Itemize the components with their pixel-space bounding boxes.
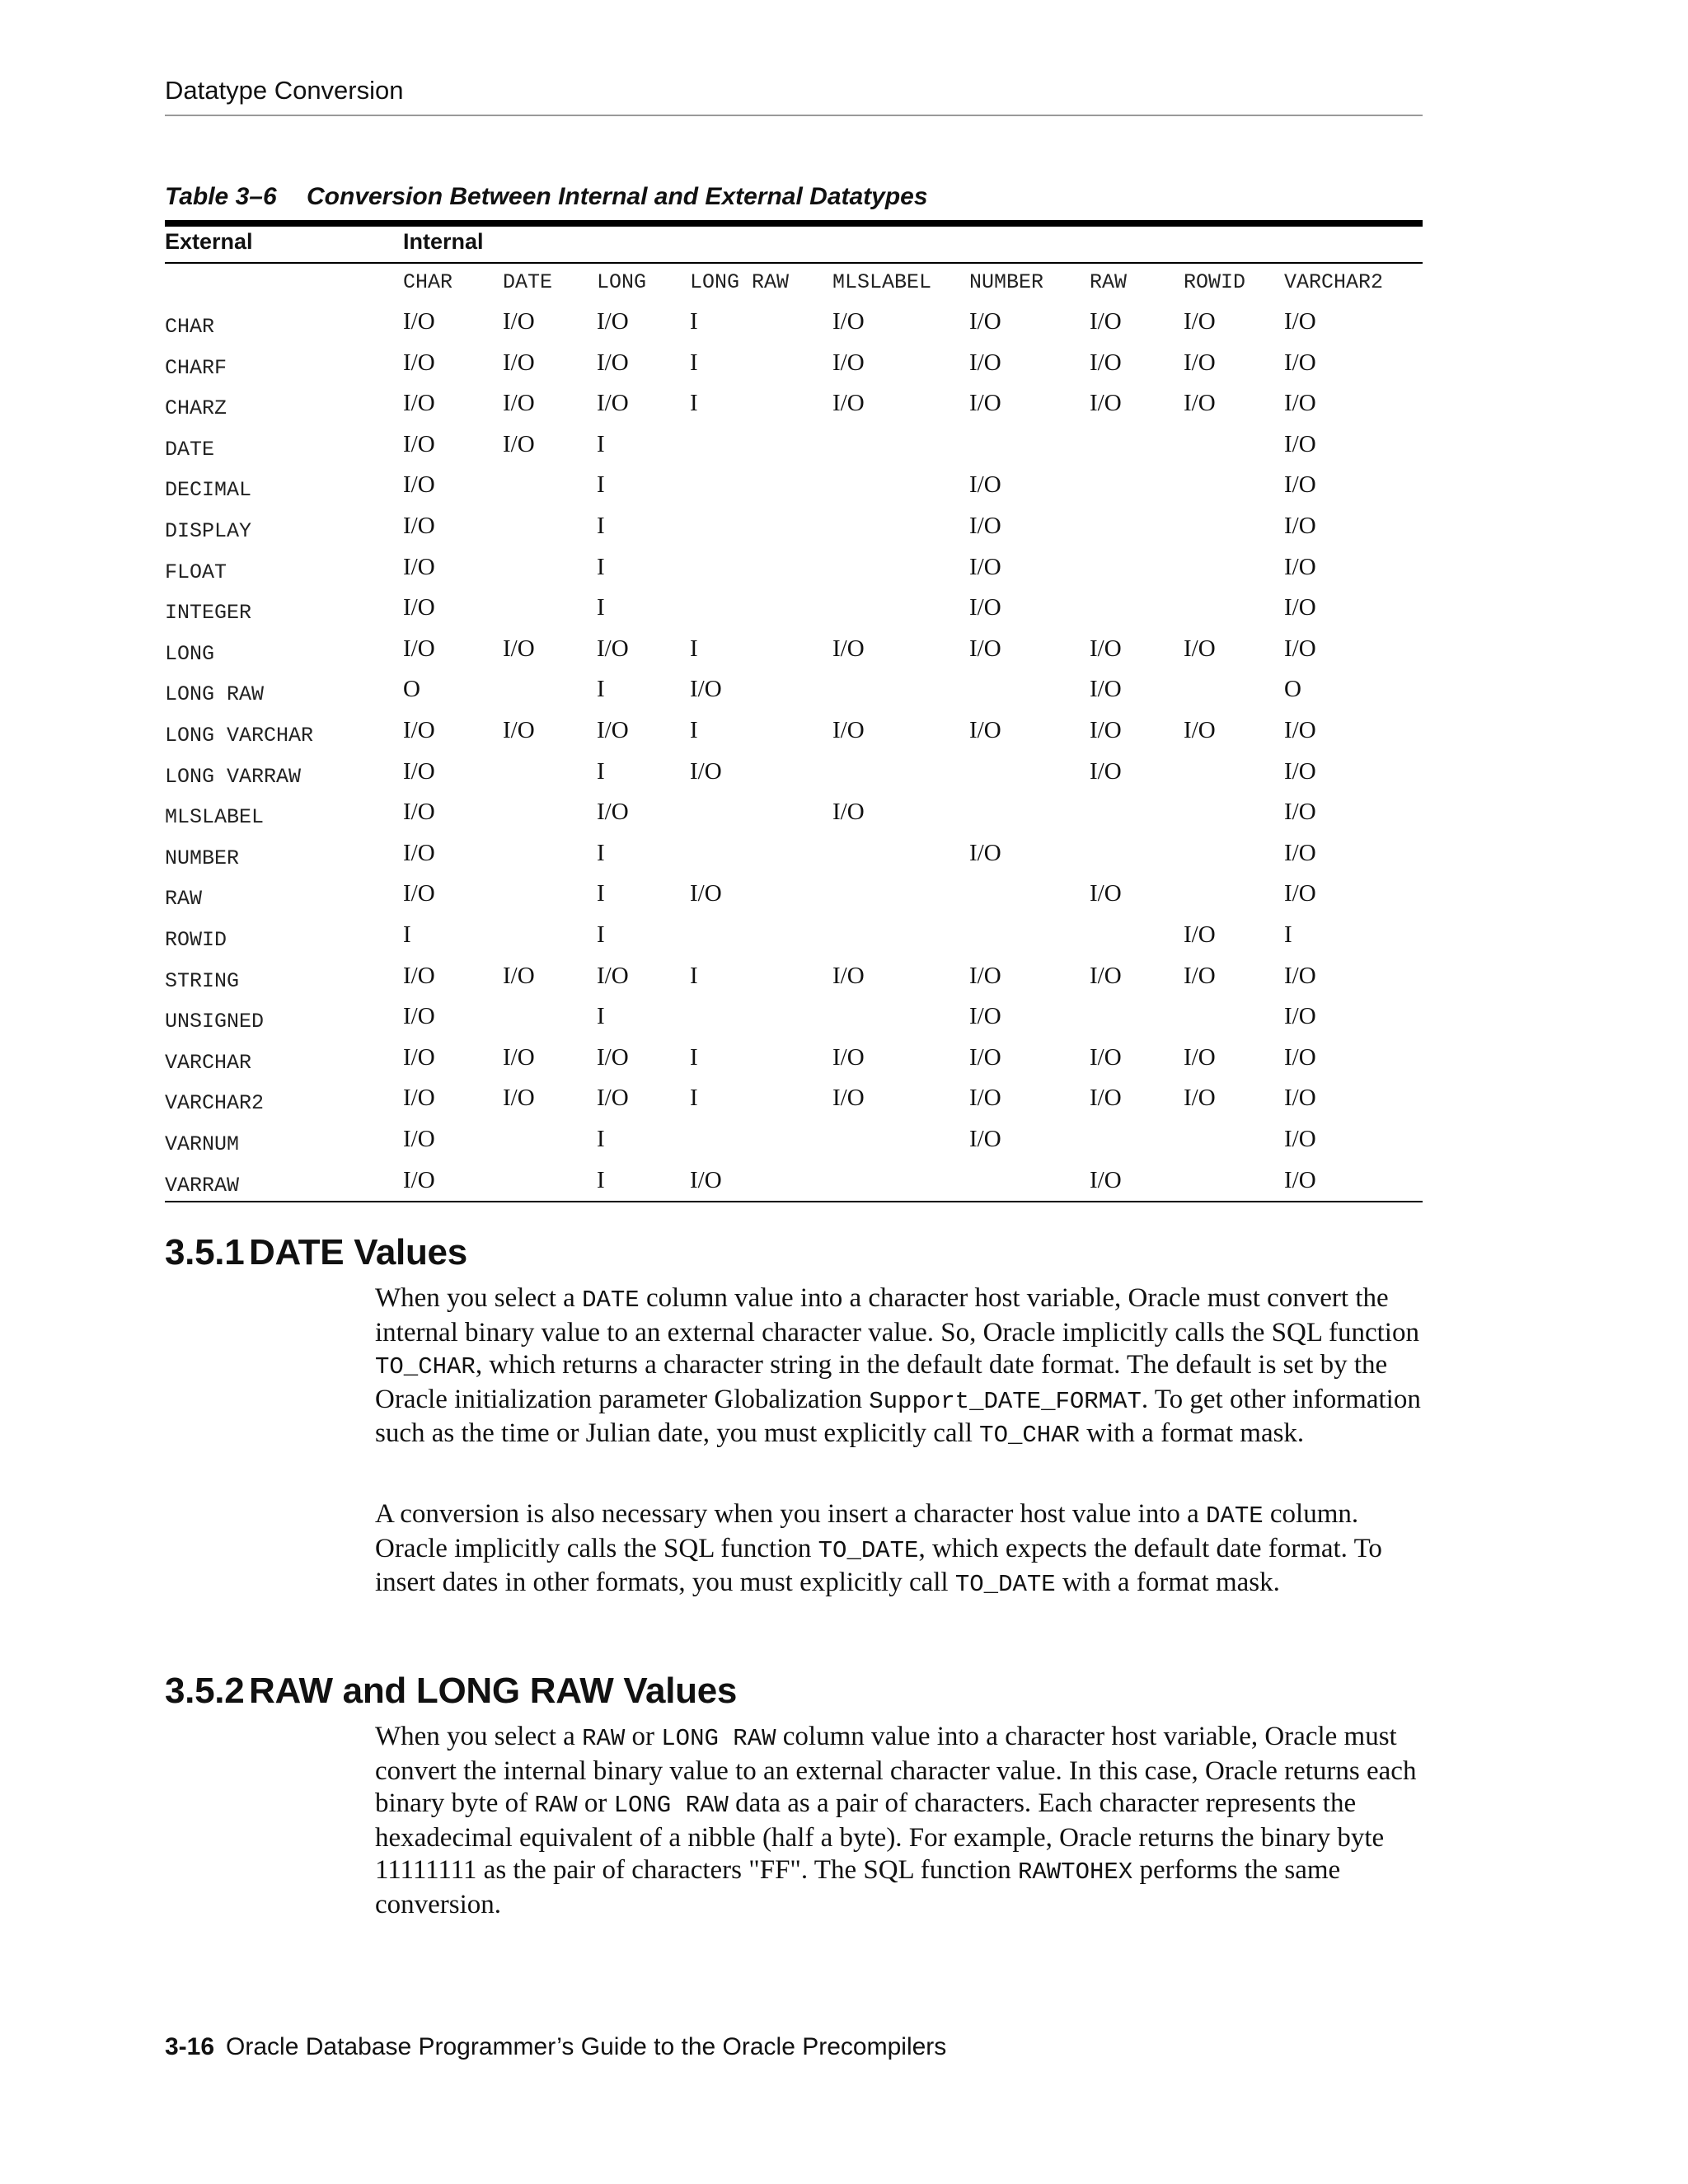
- table-cell: I/O: [403, 717, 435, 743]
- table-cell: I/O: [403, 594, 435, 621]
- row-label: INTEGER: [165, 601, 252, 626]
- text-run: When you select a: [375, 1722, 583, 1751]
- table-cell: I: [1284, 921, 1292, 948]
- table-cell: I/O: [1090, 757, 1122, 785]
- section-number: 3.5.2: [165, 1671, 245, 1711]
- table-row: [0, 349, 1688, 379]
- text-run: . To get other information such as the time or Julian date, you must explicitly call: [375, 1384, 1421, 1448]
- table-cell: I/O: [969, 594, 1001, 621]
- text-run: performs the same conversion.: [375, 1855, 1341, 1919]
- table-cell: I/O: [503, 390, 535, 417]
- row-label: LONG RAW: [165, 682, 265, 707]
- table-cell: I/O: [503, 1085, 535, 1112]
- table-cell: I: [597, 676, 605, 703]
- table-top-rule: [165, 220, 1423, 227]
- table-cell: I/O: [832, 1085, 865, 1112]
- table-cell: I/O: [1090, 390, 1122, 417]
- table-cell: I: [690, 349, 698, 376]
- table-cell: I: [690, 390, 698, 417]
- table-cell: I: [597, 430, 605, 457]
- table-cell: I/O: [1284, 717, 1316, 743]
- row-label: DECIMAL: [165, 478, 252, 503]
- table-cell: I/O: [1284, 1126, 1316, 1152]
- table-row: [0, 799, 1688, 828]
- table-cell: I/O: [503, 349, 535, 376]
- table-cell: I/O: [969, 1003, 1001, 1030]
- column-header: ROWID: [1184, 270, 1246, 294]
- column-header: VARCHAR2: [1284, 270, 1384, 294]
- inline-code: RAW: [534, 1792, 578, 1819]
- text-run: column. Oracle implicitly calls the SQL function: [375, 1499, 1359, 1563]
- table-cell: I/O: [969, 471, 1001, 499]
- row-label: VARRAW: [165, 1173, 240, 1197]
- row-label: MLSLABEL: [165, 805, 265, 830]
- table-row: [0, 513, 1688, 542]
- table-cell: I/O: [1090, 1085, 1122, 1112]
- table-cell: I/O: [1184, 717, 1216, 743]
- row-label: DISPLAY: [165, 519, 252, 543]
- table-cell: I/O: [403, 553, 435, 580]
- table-cell: I/O: [503, 635, 535, 662]
- table-cell: I/O: [1284, 553, 1316, 580]
- table-cell: I/O: [403, 390, 435, 417]
- table-cell: I/O: [597, 962, 629, 989]
- table-cell: I/O: [1184, 635, 1216, 662]
- paragraph: [375, 1498, 1434, 1601]
- table-cell: I/O: [969, 717, 1001, 743]
- inline-code: TO_CHAR: [979, 1422, 1080, 1449]
- table-cell: I: [690, 1043, 698, 1071]
- table-row: [0, 840, 1688, 869]
- table-cell: I/O: [403, 799, 435, 826]
- inline-code: RAW: [582, 1725, 626, 1752]
- text-run: with a format mask.: [1055, 1568, 1280, 1597]
- table-row: [0, 431, 1688, 461]
- row-label: VARNUM: [165, 1132, 240, 1156]
- inline-code: TO_CHAR: [375, 1353, 476, 1380]
- table-cell: I/O: [1184, 349, 1216, 376]
- table-cell: I/O: [1090, 717, 1122, 743]
- table-cell: I/O: [1184, 1043, 1216, 1071]
- table-row: [0, 921, 1688, 951]
- table-row: [0, 594, 1688, 624]
- column-header: CHAR: [403, 270, 453, 294]
- table-caption-title: Conversion Between Internal and External Datatypes: [307, 183, 928, 210]
- table-row: [0, 880, 1688, 910]
- table-cell: I/O: [597, 349, 629, 376]
- text-run: column value into a character host variable, Oracle must convert the internal binary value to an external character value. In this case, Oracle returns each binary byte of: [375, 1722, 1417, 1818]
- table-cell: I/O: [832, 717, 865, 743]
- table-cell: I/O: [1284, 1003, 1316, 1030]
- table-cell: I/O: [1090, 676, 1122, 703]
- inline-code: TO_DATE: [818, 1536, 919, 1564]
- table-cell: I/O: [597, 717, 629, 743]
- inline-code: TO_DATE: [954, 1571, 1056, 1598]
- table-cell: I/O: [1284, 594, 1316, 621]
- row-label: DATE: [165, 437, 215, 462]
- row-label: VARCHAR: [165, 1050, 252, 1075]
- text-run: or: [577, 1788, 614, 1818]
- table-cell: I/O: [403, 308, 435, 335]
- row-label: LONG: [165, 641, 215, 666]
- table-cell: I/O: [832, 1043, 865, 1071]
- table-cell: I: [597, 839, 605, 866]
- table-cell: I/O: [503, 1043, 535, 1071]
- text-run: , which expects the default date format. To insert dates in other formats, you must explicitly call: [375, 1533, 1382, 1597]
- table-cell: I: [597, 757, 605, 785]
- column-header: DATE: [503, 270, 553, 294]
- table-cell: I/O: [597, 799, 629, 826]
- table-cell: I/O: [403, 1003, 435, 1030]
- row-label: UNSIGNED: [165, 1010, 265, 1034]
- table-cell: I/O: [1284, 757, 1316, 785]
- table-cell: I: [597, 1166, 605, 1193]
- table-cell: I/O: [969, 1126, 1001, 1152]
- table-cell: I: [597, 513, 605, 539]
- table-cell: I/O: [1284, 308, 1316, 335]
- table-cell: I: [597, 553, 605, 580]
- column-header: LONG RAW: [690, 270, 790, 294]
- inline-code: RAWTOHEX: [1017, 1858, 1133, 1886]
- table-cell: I/O: [403, 1043, 435, 1071]
- table-cell: I/O: [1284, 349, 1316, 376]
- table-cell: I/O: [969, 839, 1001, 866]
- table-cell: I/O: [690, 676, 722, 703]
- table-caption-number: Table 3–6: [165, 183, 277, 210]
- column-header: MLSLABEL: [832, 270, 932, 294]
- table-cell: I/O: [1284, 799, 1316, 826]
- table-cell: I/O: [503, 430, 535, 457]
- table-cell: I/O: [403, 513, 435, 539]
- table-cell: I/O: [403, 757, 435, 785]
- table-row: [0, 1126, 1688, 1155]
- table-cell: O: [403, 676, 420, 703]
- table-cell: I/O: [597, 1085, 629, 1112]
- row-label: CHARF: [165, 355, 227, 380]
- table-cell: I/O: [1090, 880, 1122, 907]
- table-cell: I/O: [403, 1126, 435, 1152]
- table-cell: I/O: [403, 1166, 435, 1193]
- row-label: LONG VARRAW: [165, 764, 302, 789]
- column-header: NUMBER: [969, 270, 1044, 294]
- table-cell: I/O: [1090, 349, 1122, 376]
- inline-code: DATE: [1206, 1502, 1264, 1530]
- table-cell: I: [597, 471, 605, 499]
- table-header-rule: [165, 262, 1423, 264]
- table-row: [0, 1167, 1688, 1197]
- text-run: , which returns a character string in the default date format. The default is set by the Oracle initialization parameter Globalization: [375, 1350, 1388, 1414]
- running-header: Datatype Conversion: [165, 76, 404, 105]
- table-row: [0, 390, 1688, 419]
- row-label: VARCHAR2: [165, 1091, 265, 1116]
- table-cell: I/O: [403, 1085, 435, 1112]
- table-row: [0, 717, 1688, 747]
- table-cell: I: [597, 1003, 605, 1030]
- paragraph: [375, 1282, 1434, 1452]
- text-run: When you select a: [375, 1283, 583, 1313]
- table-cell: I/O: [1284, 1043, 1316, 1071]
- table-cell: I: [597, 880, 605, 907]
- table-cell: I/O: [403, 880, 435, 907]
- table-cell: I/O: [597, 308, 629, 335]
- table-cell: I/O: [403, 349, 435, 376]
- inline-code: LONG RAW: [661, 1725, 776, 1752]
- table-cell: I: [690, 635, 698, 662]
- inline-code: Support_DATE_FORMAT: [869, 1387, 1142, 1415]
- table-caption: [165, 183, 928, 211]
- footer-title: Oracle Database Programmer’s Guide to the Oracle Precompilers: [226, 2033, 947, 2060]
- table-cell: I/O: [503, 962, 535, 989]
- table-cell: I/O: [1284, 839, 1316, 866]
- table-cell: I/O: [969, 1085, 1001, 1112]
- table-cell: I/O: [1284, 390, 1316, 417]
- section-title: DATE Values: [249, 1232, 467, 1272]
- table-cell: I: [690, 1085, 698, 1112]
- table-cell: I/O: [969, 513, 1001, 539]
- table-cell: I: [690, 717, 698, 743]
- table-cell: I/O: [1090, 1043, 1122, 1071]
- table-cell: I/O: [832, 962, 865, 989]
- table-row: [0, 963, 1688, 992]
- table-cell: I/O: [832, 390, 865, 417]
- table-cell: I/O: [1284, 962, 1316, 989]
- header-rule: [165, 115, 1423, 116]
- inline-code: DATE: [582, 1286, 640, 1314]
- column-header: LONG: [597, 270, 647, 294]
- table-cell: I/O: [1284, 471, 1316, 499]
- section-number: 3.5.1: [165, 1232, 245, 1272]
- table-cell: I/O: [969, 308, 1001, 335]
- table-cell: I/O: [1090, 635, 1122, 662]
- table-cell: I/O: [597, 635, 629, 662]
- table-row: [0, 676, 1688, 705]
- table-cell: I: [690, 308, 698, 335]
- external-header: External: [165, 229, 253, 254]
- table-row: [0, 554, 1688, 583]
- page-footer: [165, 2033, 946, 2061]
- table-cell: I/O: [403, 962, 435, 989]
- paragraph: [375, 1721, 1434, 1921]
- text-run: with a format mask.: [1080, 1418, 1305, 1448]
- table-cell: I/O: [690, 1166, 722, 1193]
- text-run: or: [625, 1722, 662, 1751]
- table-bottom-rule: [165, 1201, 1423, 1202]
- table-cell: I/O: [1284, 635, 1316, 662]
- row-label: ROWID: [165, 928, 227, 952]
- table-cell: I: [597, 1126, 605, 1152]
- table-cell: I/O: [1184, 962, 1216, 989]
- row-label: FLOAT: [165, 560, 227, 584]
- row-label: STRING: [165, 968, 240, 993]
- table-cell: I/O: [832, 349, 865, 376]
- table-row: [0, 1003, 1688, 1033]
- table-cell: I/O: [832, 635, 865, 662]
- section-heading: [165, 1671, 737, 1712]
- table-cell: I/O: [1090, 962, 1122, 989]
- table-cell: I/O: [1284, 880, 1316, 907]
- table-cell: I/O: [403, 839, 435, 866]
- row-label: NUMBER: [165, 846, 240, 870]
- table-cell: I/O: [597, 390, 629, 417]
- table-cell: I: [690, 962, 698, 989]
- table-cell: I: [597, 594, 605, 621]
- table-cell: I/O: [503, 717, 535, 743]
- table-cell: O: [1284, 676, 1301, 703]
- column-header-row: [0, 270, 1688, 293]
- table-cell: I/O: [1090, 308, 1122, 335]
- page-number: 3-16: [165, 2033, 215, 2060]
- text-run: data as a pair of characters. Each character represents the hexadecimal equivalent of a nibble (half a byte). For example, Oracle returns the binary byte 11111111 as the pair of characters "FF". The SQL function: [375, 1788, 1385, 1885]
- table-cell: I/O: [969, 390, 1001, 417]
- table-cell: I/O: [1284, 430, 1316, 457]
- text-run: A conversion is also necessary when you insert a character host value into a: [375, 1499, 1207, 1529]
- table-cell: I/O: [1284, 513, 1316, 539]
- table-cell: I/O: [403, 430, 435, 457]
- table-cell: I/O: [832, 308, 865, 335]
- table-cell: I/O: [1090, 1166, 1122, 1193]
- table-cell: I/O: [503, 308, 535, 335]
- table-cell: I/O: [969, 962, 1001, 989]
- table-cell: I/O: [403, 635, 435, 662]
- row-label: RAW: [165, 887, 203, 912]
- table-cell: I/O: [1184, 1085, 1216, 1112]
- table-cell: I/O: [969, 1043, 1001, 1071]
- row-label: LONG VARCHAR: [165, 724, 314, 748]
- column-header: RAW: [1090, 270, 1128, 294]
- table-row: [0, 1085, 1688, 1114]
- table-row: [0, 635, 1688, 665]
- table-row: [0, 1044, 1688, 1074]
- table-cell: I/O: [969, 553, 1001, 580]
- table-cell: I: [403, 921, 411, 948]
- table-row: [0, 308, 1688, 338]
- table-cell: I/O: [969, 635, 1001, 662]
- table-cell: I/O: [969, 349, 1001, 376]
- table-row: [0, 758, 1688, 788]
- table-cell: I/O: [1184, 308, 1216, 335]
- table-cell: I/O: [690, 880, 722, 907]
- table-cell: I/O: [403, 471, 435, 499]
- section-title: RAW and LONG RAW Values: [249, 1671, 738, 1711]
- table-cell: I/O: [1284, 1166, 1316, 1193]
- table-cell: I/O: [1184, 921, 1216, 948]
- section-heading: [165, 1232, 467, 1273]
- table-cell: I/O: [690, 757, 722, 785]
- table-row: [0, 471, 1688, 501]
- row-label: CHAR: [165, 315, 215, 339]
- table-cell: I: [597, 921, 605, 948]
- table-cell: I/O: [1284, 1085, 1316, 1112]
- internal-header: Internal: [403, 229, 484, 254]
- row-label: CHARZ: [165, 396, 227, 421]
- inline-code: LONG RAW: [613, 1792, 729, 1819]
- text-run: column value into a character host variable, Oracle must convert the internal binary value to an external character value. So, Oracle implicitly calls the SQL function: [375, 1283, 1419, 1347]
- table-cell: I/O: [832, 799, 865, 826]
- table-cell: I/O: [1184, 390, 1216, 417]
- table-cell: I/O: [597, 1043, 629, 1071]
